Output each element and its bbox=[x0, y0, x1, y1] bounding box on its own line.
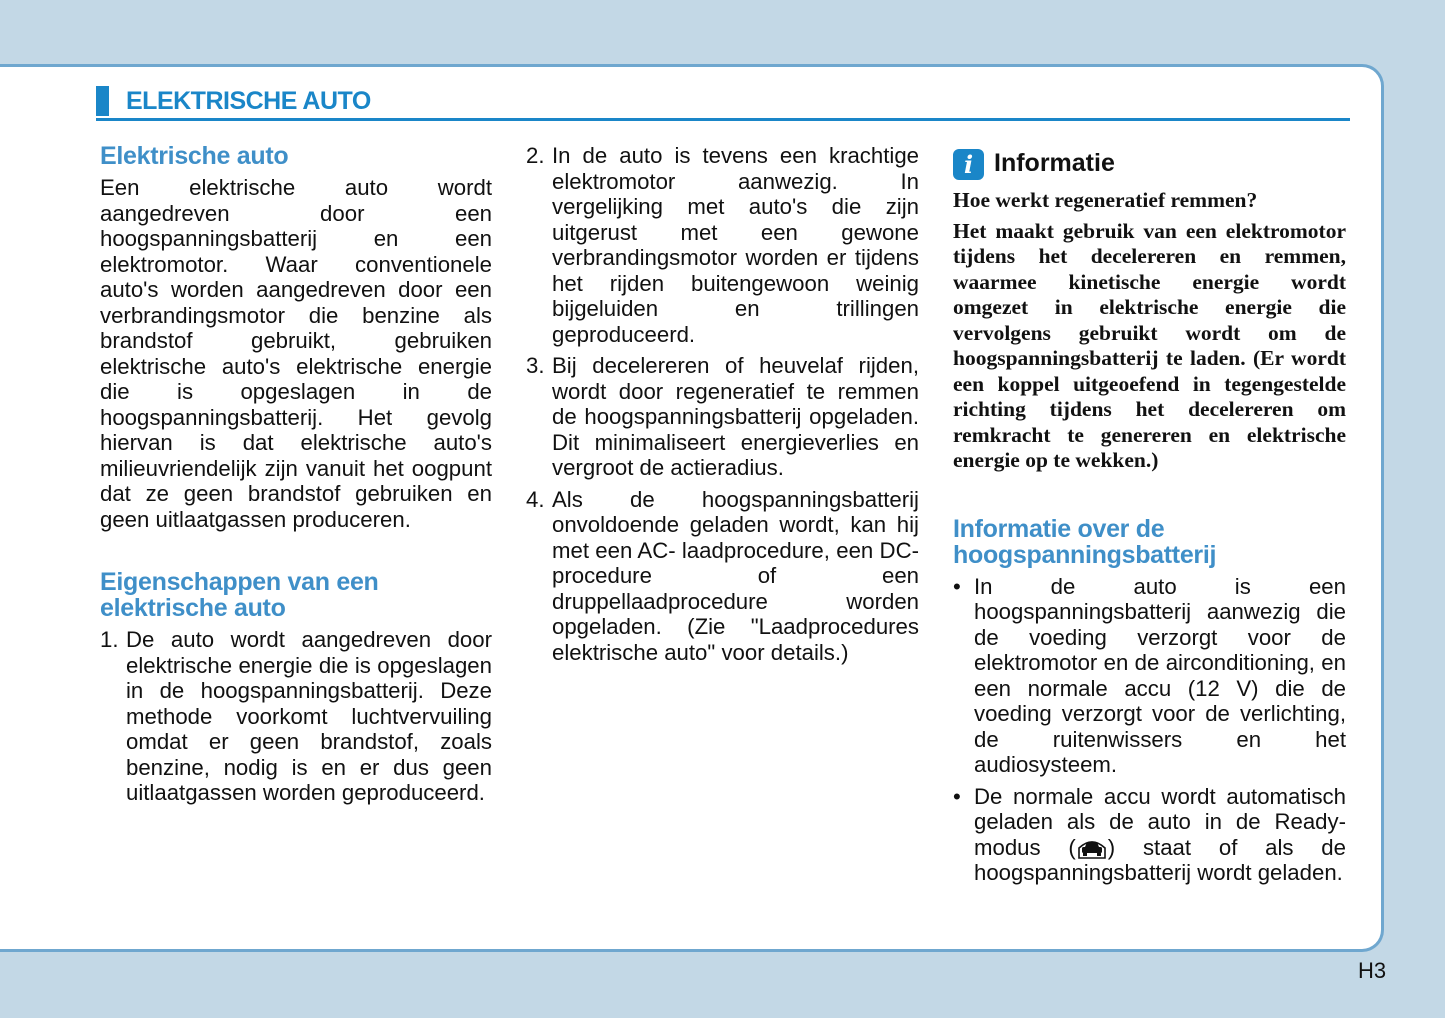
battery-bullets bbox=[953, 574, 1346, 886]
heading-eigenschappen: Eigenschappen van een elektrische auto bbox=[100, 568, 379, 622]
heading-elektrische-auto: Elektrische auto bbox=[100, 142, 289, 170]
list-item bbox=[953, 574, 1346, 778]
list-item bbox=[953, 784, 1346, 886]
item-number: 3. bbox=[526, 353, 545, 378]
item-text: Als de hoogspanningsbatterij onvoldoende geladen wordt, kan hij met een AC- laadprocedure, een DC-procedure of een druppellaadprocedure worden opgeladen. (Zie "Laadprocedures elektrische auto" voor details.) bbox=[552, 486, 919, 665]
info-icon: i bbox=[953, 149, 984, 180]
info-text: Het maakt gebruik van een elektromotor tijdens het decelereren en remmen, waarmee kinetische energie wordt omgezet in elektrische energie die vervolgens gebruikt wordt om de hoogspanningsbatterij te laden. (Er wordt een koppel uitgeoefend in tegengestelde richting tijdens het decelereren om remkracht te genereren en elektrische energie op te wekken.) bbox=[953, 218, 1346, 472]
item-number: 4. bbox=[526, 486, 545, 512]
bullet-text-start: De normale accu wordt automatisch geladen als de auto in de Ready-modus ( bbox=[974, 783, 1346, 860]
list-item bbox=[526, 487, 919, 666]
column-1 bbox=[100, 143, 492, 812]
bullet: • bbox=[953, 573, 961, 599]
list-item bbox=[526, 353, 919, 481]
bullet-text: In de auto is een hoogspanningsbatterij aanwezig die de voeding verzorgt voor de elektromotor en de airconditioning, en een normale accu (12 V) die de voeding verzorgt voor de verlichting, de ruitenwissers en het audiosysteem. bbox=[974, 573, 1346, 777]
features-list-continued bbox=[526, 143, 919, 665]
features-list bbox=[100, 627, 492, 806]
item-text: Bij decelereren of heuvelaf rijden, wordt door regeneratief te remmen de hoogspanningsbatterij opgeladen. Dit minimaliseert energieverlies en vergroot de actieradius. bbox=[552, 353, 919, 480]
list-item bbox=[526, 143, 919, 347]
info-header bbox=[953, 146, 1346, 180]
item-text: In de auto is tevens een krachtige elektromotor aanwezig. In vergelijking met auto's die zijn uitgerust met een gewone verbrandingsmotor worden er tijdens het rijden buitengewoon weinig bijgeluiden en trillingen geproduceerd. bbox=[552, 143, 919, 347]
item-text: De auto wordt aangedreven door elektrische energie die is opgeslagen in de hoogspanningsbatterij. Deze methode voorkomt luchtvervuiling omdat er geen brandstof, zoals benzine, nodig is en er dus geen uitlaatgassen worden geproduceerd. bbox=[126, 627, 492, 805]
section-header bbox=[96, 86, 1350, 121]
bullet-text-end: ) staat of als de hoogspanningsbatterij wordt geladen. bbox=[974, 834, 1346, 885]
heading-hoogspanningsbatterij: Informatie over de hoogspanningsbatterij bbox=[953, 514, 1217, 569]
info-title: Informatie bbox=[994, 148, 1115, 177]
column-2 bbox=[526, 143, 919, 671]
item-number: 1. bbox=[100, 627, 119, 652]
section-bar bbox=[96, 86, 109, 116]
column-3 bbox=[953, 146, 1346, 892]
ready-car-icon bbox=[1077, 837, 1107, 859]
page-number: H3 bbox=[1358, 958, 1387, 983]
list-item bbox=[100, 627, 492, 806]
info-question: Hoe werkt regeneratief remmen? bbox=[953, 188, 1258, 212]
intro-paragraph: Een elektrische auto wordt aangedreven door een hoogspanningsbatterij en een elektromotor. Waar conventionele auto's worden aangedreven door een verbrandingsmotor die benzine als brandstof gebruikt, gebruiken elektrische auto's elektrische energie die is opgeslagen in de hoogspanningsbatterij. Het gevolg hiervan is dat elektrische auto's milieuvriendelijk zijn vanuit het oogpunt dat ze geen brandstof gebruiken en geen uitlaatgassen produceren. bbox=[100, 175, 492, 532]
item-number: 2. bbox=[526, 143, 545, 168]
section-title: ELEKTRISCHE AUTO bbox=[126, 87, 371, 115]
bullet: • bbox=[953, 783, 961, 809]
